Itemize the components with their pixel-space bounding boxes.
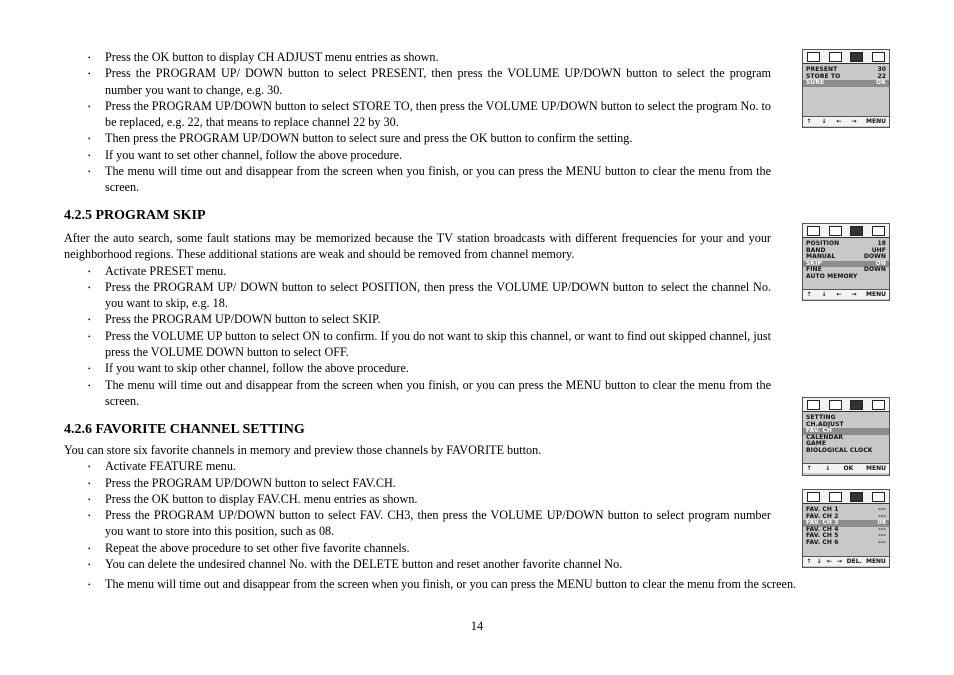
menu-nav-key: ← — [836, 118, 842, 125]
menu-row-label: AUTO MEMORY — [806, 272, 858, 280]
menu-icon-bar — [803, 398, 889, 412]
menu-row-value: 18 — [877, 240, 886, 247]
menu-row-label: FINE — [806, 266, 822, 274]
menu-nav-bar — [803, 289, 889, 299]
menu-nav-key: ← — [836, 291, 842, 298]
list-item: • If you want to skip other channel, follow the above procedure. — [64, 360, 771, 376]
menu-row-value: UHF — [871, 246, 886, 254]
page-number: 14 — [470, 619, 484, 633]
picture-icon — [807, 492, 820, 502]
menu-icon-bar — [803, 490, 889, 504]
setup-icon — [872, 492, 885, 502]
list-item: • The menu will time out and disappear from the screen when you finish, or you can press the MENU button to clear the menu from the screen. — [64, 377, 771, 410]
picture-icon — [807, 226, 820, 236]
menu-row-label: SURE — [806, 79, 825, 87]
menu-nav-key: ↓ — [821, 291, 827, 298]
sound-icon — [829, 52, 842, 62]
menu-nav-key: → — [851, 118, 857, 125]
menu-row-label: SKIP — [806, 259, 823, 267]
menu-row-label: MANUAL — [806, 253, 836, 261]
menu-nav-key: ↓ — [825, 465, 831, 472]
list-item: • Activate PRESET menu. — [64, 263, 771, 279]
setup-icon — [872, 226, 885, 236]
menu-row-label: CH.ADJUST — [806, 420, 844, 428]
menu-rows — [803, 238, 889, 289]
menu-nav-key: ↑ — [806, 118, 812, 125]
feature-icon — [850, 400, 863, 410]
menu-nav-bar — [803, 116, 889, 126]
menu-row — [806, 448, 886, 455]
menu-nav-key: ↓ — [821, 118, 827, 125]
menu-nav-key: MENU — [866, 291, 886, 298]
menu-rows — [803, 412, 889, 463]
menu-row — [806, 274, 886, 281]
favorite-channel-heading: 4.2.6 FAVORITE CHANNEL SETTING — [64, 422, 305, 437]
list-item: • If you want to set other channel, follow the above procedure. — [64, 147, 771, 163]
list-item: • Press the PROGRAM UP/ DOWN button to select POSITION, then press the VOLUME UP/DOWN button to select the channel No. you want to skip, e.g. 18. — [64, 279, 771, 312]
picture-icon — [807, 400, 820, 410]
list-item: • Press the PROGRAM UP/DOWN button to select FAV. CH3, then press the VOLUME UP/DOWN button to select program number you want to store into this position, such as 08. — [64, 507, 771, 540]
menu-nav-key: MENU — [866, 118, 886, 125]
menu-icon-bar — [803, 50, 889, 64]
menu-nav-bar — [803, 463, 889, 473]
list-item: • Then press the PROGRAM UP/DOWN button to select sure and press the OK button to confirm the setting. — [64, 130, 771, 146]
menu-row-value: --- — [878, 532, 886, 540]
favorite-channel-intro: You can store six favorite channels in memory and preview those channels by FAVORITE button. — [64, 443, 542, 457]
feature-menu-image — [802, 397, 890, 476]
feature-icon — [850, 492, 863, 502]
list-item: • The menu will time out and disappear from the screen when you finish, or you can press the MENU button to clear the menu from the screen. — [64, 163, 771, 196]
menu-row-label: FAV. CH 4 — [806, 525, 839, 533]
menu-rows — [803, 64, 889, 116]
fav-ch-menu-image — [802, 489, 890, 568]
sound-icon — [829, 226, 842, 236]
setup-icon — [872, 52, 885, 62]
menu-row-value: --- — [878, 538, 886, 546]
menu-rows — [803, 504, 889, 556]
menu-row-label: FAV. CH 5 — [806, 532, 839, 540]
list-item: • You can delete the undesired channel No. with the DELETE button and reset another favorite channel No. — [64, 556, 771, 572]
list-item: • Press the PROGRAM UP/ DOWN button to select PRESENT, then press the VOLUME UP/DOWN button to select the program number you want to change, e.g. 30. — [64, 65, 771, 98]
list-item: • Press the OK button to display FAV.CH. menu entries as shown. — [64, 491, 771, 507]
menu-row-label: PRESENT — [806, 66, 838, 73]
menu-row-value: --- — [878, 525, 886, 533]
menu-row — [803, 80, 889, 87]
list-item: • Press the PROGRAM UP/DOWN button to select SKIP. — [64, 311, 771, 327]
list-item: • Press the VOLUME UP button to select ON to confirm. If you do not want to skip this channel, or want to find out skipped channel, just press the VOLUME DOWN button to select OFF. — [64, 328, 771, 361]
program-skip-instructions — [64, 230, 771, 409]
menu-row-value: 22 — [877, 72, 886, 80]
menu-row-label: FAV. CH 6 — [806, 538, 839, 546]
menu-nav-bar — [803, 556, 889, 566]
menu-nav-key: → — [836, 558, 842, 565]
list-item: • The menu will time out and disappear from the screen when you finish, or you can press the MENU button to clear the menu from the screen. — [64, 576, 894, 592]
feature-icon — [850, 52, 863, 62]
ch-adjust-instructions — [64, 49, 771, 196]
menu-row-label: FAV. CH 1 — [806, 506, 839, 513]
menu-row-label: BAND — [806, 246, 826, 254]
menu-row-label: FAV. CH 2 — [806, 512, 839, 520]
list-item: • Press the PROGRAM UP/DOWN button to select STORE TO, then press the VOLUME UP/DOWN button to select the program No. to be replaced, e.g. 22, that means to replace channel 22 by 30. — [64, 98, 771, 131]
menu-row-value: ON — [875, 259, 886, 267]
ch-adjust-menu-image — [802, 49, 890, 128]
menu-row-label: FAV. CH 3 — [806, 519, 839, 527]
program-skip-intro: After the auto search, some fault stations may be memorized because the TV station broadcasts with different frequencies for your and your neighborhood regions. These additional stations are weak and should be removed from channel memory. — [64, 231, 771, 262]
list-item: • Activate FEATURE menu. — [64, 458, 771, 474]
menu-icon-bar — [803, 224, 889, 238]
menu-nav-key: ↑ — [806, 465, 812, 472]
menu-nav-key: MENU — [865, 558, 886, 565]
menu-row-value: --- — [878, 506, 886, 513]
menu-row-label: GAME — [806, 440, 827, 448]
menu-row-label: CALENDAR — [806, 433, 844, 441]
sound-icon — [829, 400, 842, 410]
setup-icon — [872, 400, 885, 410]
favorite-channel-instructions — [64, 442, 771, 572]
menu-row-value: DOWN — [863, 266, 886, 274]
menu-row-value: 08 — [877, 519, 886, 527]
menu-nav-key: DEL. — [846, 558, 862, 565]
menu-row-label: STORE TO — [806, 72, 841, 80]
feature-icon — [850, 226, 863, 236]
menu-row-label: SETTING — [806, 414, 836, 421]
menu-nav-key: ↑ — [806, 291, 812, 298]
sound-icon — [829, 492, 842, 502]
menu-row-value: 30 — [877, 66, 886, 73]
program-skip-heading: 4.2.5 PROGRAM SKIP — [64, 208, 206, 223]
list-item: • Repeat the above procedure to set other five favorite channels. — [64, 540, 771, 556]
picture-icon — [807, 52, 820, 62]
preset-menu-image — [802, 223, 890, 301]
menu-nav-key: ↑ — [806, 558, 812, 565]
menu-row-label: BIOLOGICAL CLOCK — [806, 446, 873, 454]
menu-row-value: --- — [878, 512, 886, 520]
menu-row-label: FAV. CH — [806, 427, 833, 435]
menu-row — [806, 540, 886, 547]
menu-row-value: OK — [876, 79, 886, 87]
menu-nav-key: MENU — [866, 465, 886, 472]
menu-row-label: POSITION — [806, 240, 840, 247]
list-item: • Press the PROGRAM UP/DOWN button to select FAV.CH. — [64, 475, 771, 491]
list-item: • Press the OK button to display CH ADJUST menu entries as shown. — [64, 49, 771, 65]
menu-nav-key: ↓ — [816, 558, 822, 565]
menu-nav-key: ← — [826, 558, 832, 565]
menu-nav-key: → — [851, 291, 857, 298]
menu-nav-key: OK — [843, 465, 854, 472]
menu-row-value: DOWN — [863, 253, 886, 261]
